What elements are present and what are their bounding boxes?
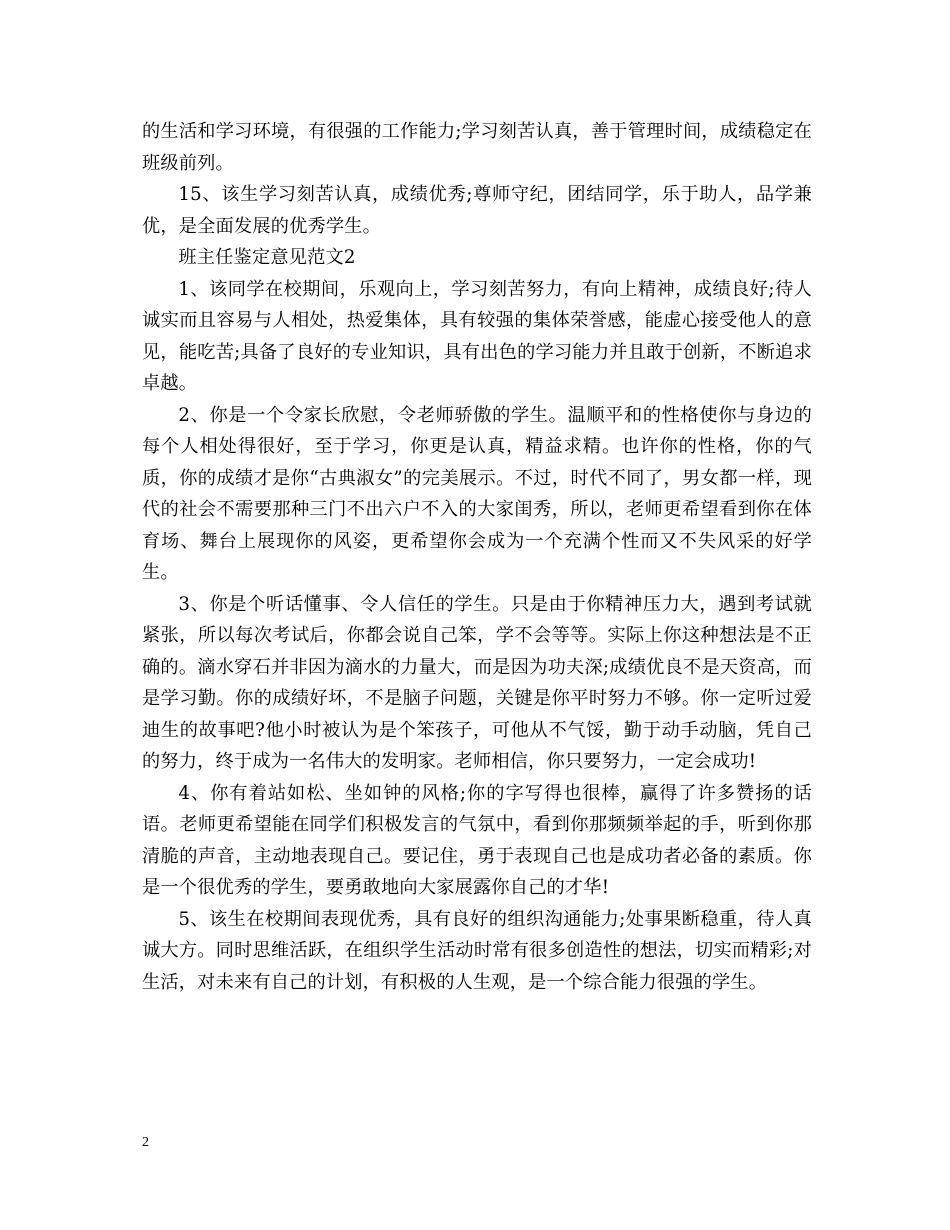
section-heading: 班主任鉴定意见范文2 xyxy=(178,247,356,268)
document-body xyxy=(142,116,812,998)
paragraph-item-2: 2、你是一个令家长欣慰，令老师骄傲的学生。温顺平和的性格使你与身边的每个人相处得很好，至于学习，你更是认真，精益求精。也许你的性格，你的气质，你的成绩才是你“古典淑女”的完美展示。不过，时代不同了，男女都一样，现代的社会不需要那种三门不出六户不入的大家闺秀，所以，老师更希望看到你在体育场、舞台上展现你的风姿，更希望你会成为一个充满个性而又不失风采的好学生。 xyxy=(142,404,812,583)
paragraph-item-1: 1、该同学在校期间，乐观向上，学习刻苦努力，有向上精神，成绩良好;待人诚实而且容易与人相处，热爱集体，具有较强的集体荣誉感，能虚心接受他人的意见，能吃苦;具备了良好的专业知识，具有出色的学习能力并且敢于创新，不断追求卓越。 xyxy=(142,278,812,394)
paragraph-continuation: 的生活和学习环境，有很强的工作能力;学习刻苦认真，善于管理时间，成绩稳定在班级前列。 xyxy=(142,121,812,174)
paragraph-item-4: 4、你有着站如松、坐如钟的风格;你的字写得也很棒，赢得了许多赞扬的话语。老师更希望能在同学们积极发言的气氛中，看到你那频频举起的手，听到你那清脆的声音，主动地表现自己。要记住，勇于表现自己也是成功者必备的素质。你是一个很优秀的学生，要勇敢地向大家展露你自己的才华! xyxy=(142,782,812,898)
page-number: 2 xyxy=(142,1135,149,1150)
paragraph-item-3: 3、你是个听话懂事、令人信任的学生。只是由于你精神压力大，遇到考试就紧张，所以每次考试后，你都会说自己笨，学不会等等。实际上你这种想法是不正确的。滴水穿石并非因为滴水的力量大，而是因为功夫深;成绩优良不是天资高，而是学习勤。你的成绩好坏，不是脑子问题，关键是你平时努力不够。你一定听过爱迪生的故事吧?他小时被认为是个笨孩子，可他从不气馁，勤于动手动脑，凭自己的努力，终于成为一名伟大的发明家。老师相信，你只要努力，一定会成功! xyxy=(142,593,812,772)
paragraph-item-5: 5、该生在校期间表现优秀，具有良好的组织沟通能力;处事果断稳重，待人真诚大方。同时思维活跃，在组织学生活动时常有很多创造性的想法，切实而精彩;对生活，对未来有自己的计划，有积极的人生观，是一个综合能力很强的学生。 xyxy=(142,908,812,993)
paragraph-item-15: 15、该生学习刻苦认真，成绩优秀;尊师守纪，团结同学，乐于助人，品学兼优，是全面发展的优秀学生。 xyxy=(142,184,812,237)
